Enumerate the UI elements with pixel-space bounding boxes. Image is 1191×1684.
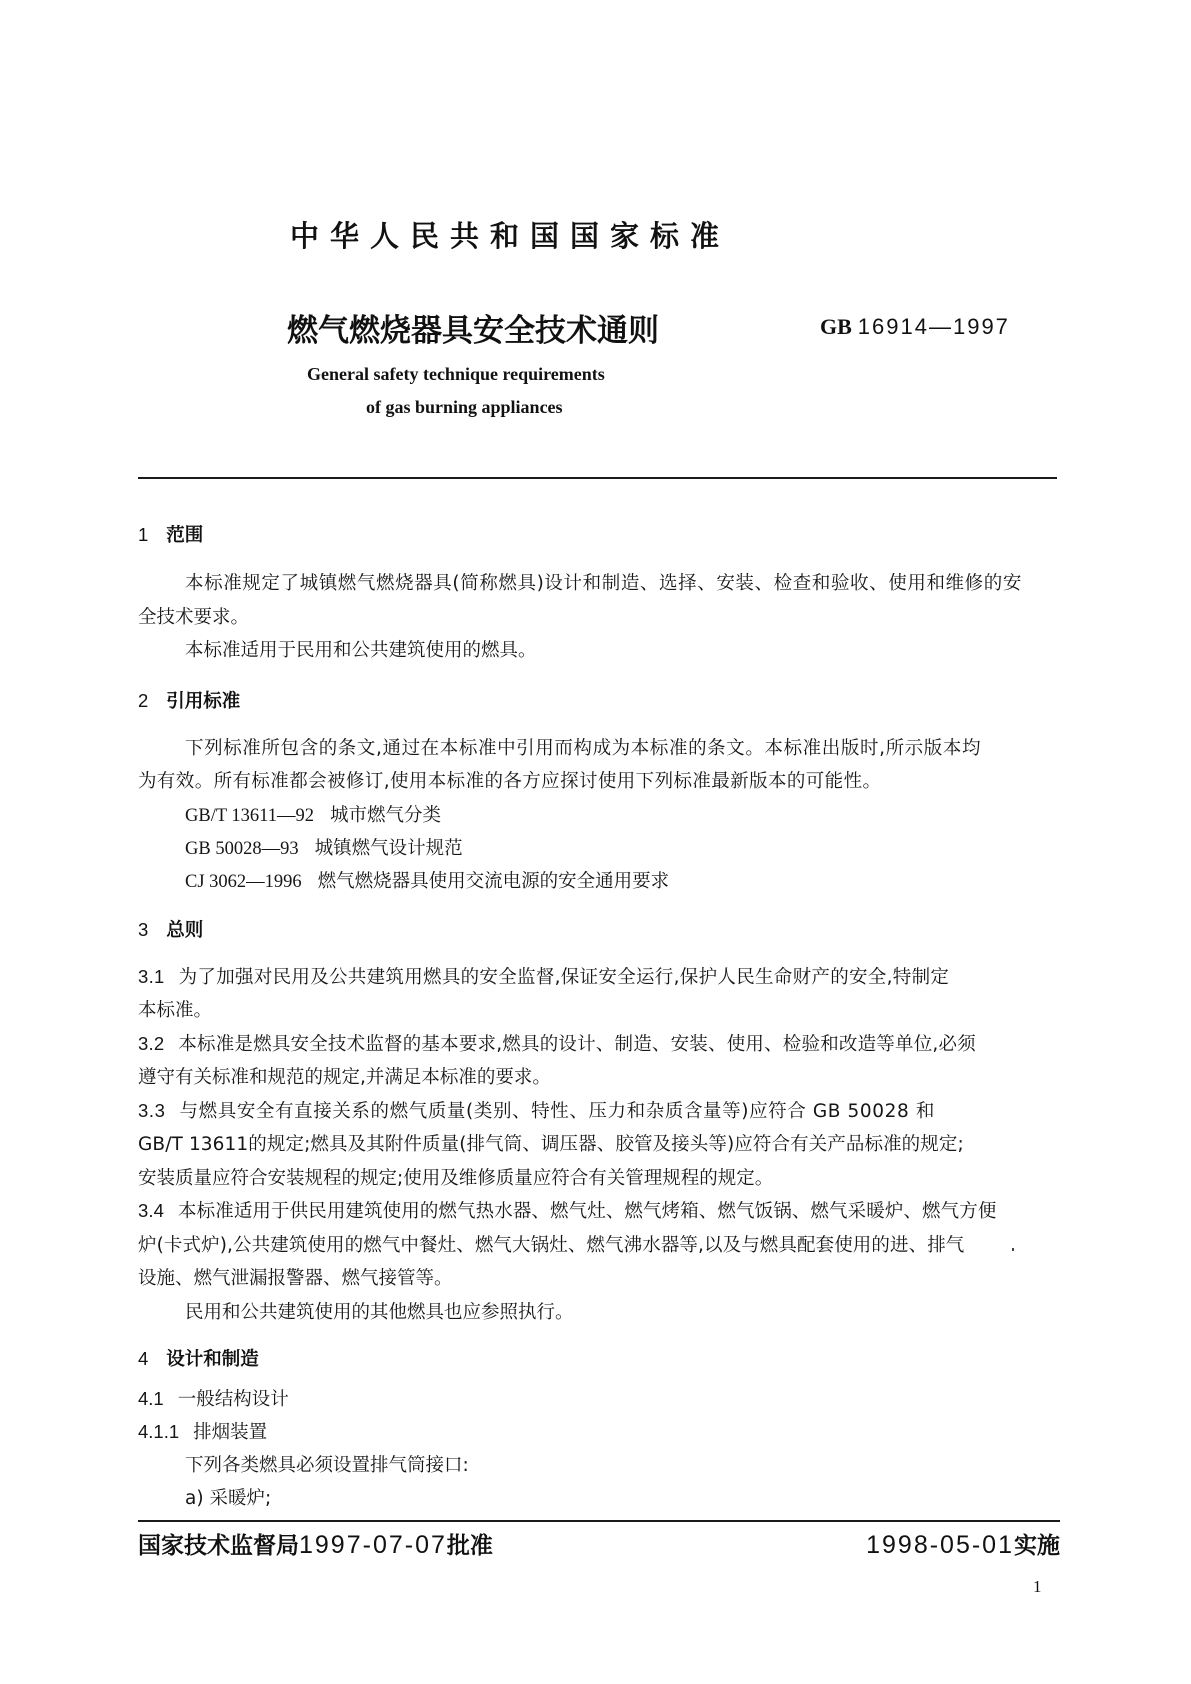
section-title: 设计和制造 [166,1349,259,1370]
scan-speck [1012,1248,1014,1251]
reference-item [185,867,669,893]
header-divider [138,477,1057,479]
clause-text: 本标准适用于供民用建筑使用的燃气热水器、燃气灶、燃气烤箱、燃气饭锅、燃气采暖炉、燃气方便 [178,1201,997,1222]
clause-text: 本标准是燃具安全技术监督的基本要求,燃具的设计、制造、安装、使用、检验和改造等单位,必须 [178,1034,976,1055]
section-number: 4 [138,1348,149,1369]
list-item-label: a) [185,1488,204,1509]
english-title-line-1: General safety technique requirements [307,364,605,384]
approval-org: 国家技术监督局 [138,1533,299,1559]
reference-item [185,801,441,827]
clause-number: 3.3 [138,1100,166,1121]
issuer-title: 中华人民共和国国家标准 [290,219,731,253]
s1-para1-line1: 本标准规定了城镇燃气燃烧器具(简称燃具)设计和制造、选择、安装、检查和验收、使用和维修的安 [185,573,1022,594]
clause-3-3-line2: GB/T 13611的规定;燃具及其附件质量(排气筒、调压器、胶管及接头等)应符合有关产品标准的规定; [138,1134,964,1155]
reference-code: CJ 3062—1996 [185,872,302,892]
section-4-heading [138,1345,259,1371]
section-1-heading [138,521,203,547]
clause-number: 4.1 [138,1388,164,1409]
effective-date: 1998-05-01 [866,1531,1014,1559]
clause-number: 3.4 [138,1200,165,1221]
clause-title: 排烟装置 [193,1422,268,1443]
clause-3-2-line2: 遵守有关标准和规范的规定,并满足本标准的要求。 [138,1067,551,1088]
document-title: 燃气燃烧器具安全技术通则 [287,313,659,349]
clause-3-4-line1 [138,1197,996,1223]
clause-4-1 [138,1385,289,1411]
standard-code-number: 16914—1997 [857,314,1010,339]
clause-3-2-line1 [138,1030,976,1056]
footer-divider [138,1520,1060,1522]
clause-number: 3.2 [138,1033,165,1054]
effective-line [866,1527,1060,1560]
clause-4-1-1 [138,1418,267,1444]
s2-para1-line1: 下列标准所包含的条文,通过在本标准中引用而构成为本标准的条文。本标准出版时,所示版本均 [185,738,982,759]
s1-para2: 本标准适用于民用和公共建筑使用的燃具。 [185,640,537,661]
clause-3-4-line3: 设施、燃气泄漏报警器、燃气接管等。 [138,1268,453,1289]
clause-4-1-1-intro: 下列各类燃具必须设置排气筒接口: [185,1455,469,1476]
clause-number: 4.1.1 [138,1421,180,1442]
reference-title: 城市燃气分类 [330,805,442,826]
clause-text: 与燃具安全有直接关系的燃气质量(类别、特性、压力和杂质含量等)应符合 GB 50028 和 [179,1101,935,1122]
s2-para1-line2: 为有效。所有标准都会被修订,使用本标准的各方应探讨使用下列标准最新版本的可能性。 [138,771,882,792]
reference-code: GB/T 13611—92 [185,806,314,826]
english-title-line-2: of gas burning appliances [366,397,563,417]
effective-suffix: 实施 [1014,1533,1060,1559]
section-2-heading [138,687,240,713]
reference-title: 城镇燃气设计规范 [314,838,463,859]
clause-3-3-line3: 安装质量应符合安装规程的规定;使用及维修质量应符合有关管理规程的规定。 [138,1168,774,1189]
standard-code [820,314,1010,340]
reference-title: 燃气燃烧器具使用交流电源的安全通用要求 [317,871,670,892]
clause-3-3-line1 [138,1097,935,1123]
page-number: 1 [1033,1577,1042,1596]
clause-3-4-line2: 炉(卡式炉),公共建筑使用的燃气中餐灶、燃气大锅灶、燃气沸水器等,以及与燃具配套使用的进、排气 [138,1235,965,1256]
approval-date: 1997-07-07 [299,1531,447,1559]
list-item [185,1484,271,1510]
section-3-heading [138,916,203,942]
clause-3-1-line1 [138,963,949,989]
reference-code: GB 50028—93 [185,839,299,859]
section-number: 1 [138,524,149,545]
clause-3-1-line2: 本标准。 [138,1000,213,1021]
section-title: 范围 [166,525,204,546]
section-number: 3 [138,919,149,940]
standard-code-prefix: GB [820,314,852,339]
s1-para1-line2: 全技术要求。 [138,607,250,628]
clause-number: 3.1 [138,966,165,987]
approval-suffix: 批准 [446,1533,493,1559]
list-item-text: 采暖炉; [209,1488,272,1509]
clause-3-4-para2: 民用和公共建筑使用的其他燃具也应参照执行。 [185,1302,574,1323]
clause-title: 一般结构设计 [177,1389,289,1410]
reference-item [185,834,463,860]
section-number: 2 [138,690,149,711]
section-title: 总则 [166,920,204,941]
clause-text: 为了加强对民用及公共建筑用燃具的安全监督,保证安全运行,保护人民生命财产的安全,特制定 [178,967,950,988]
section-title: 引用标准 [166,691,241,712]
approval-line [138,1527,493,1560]
